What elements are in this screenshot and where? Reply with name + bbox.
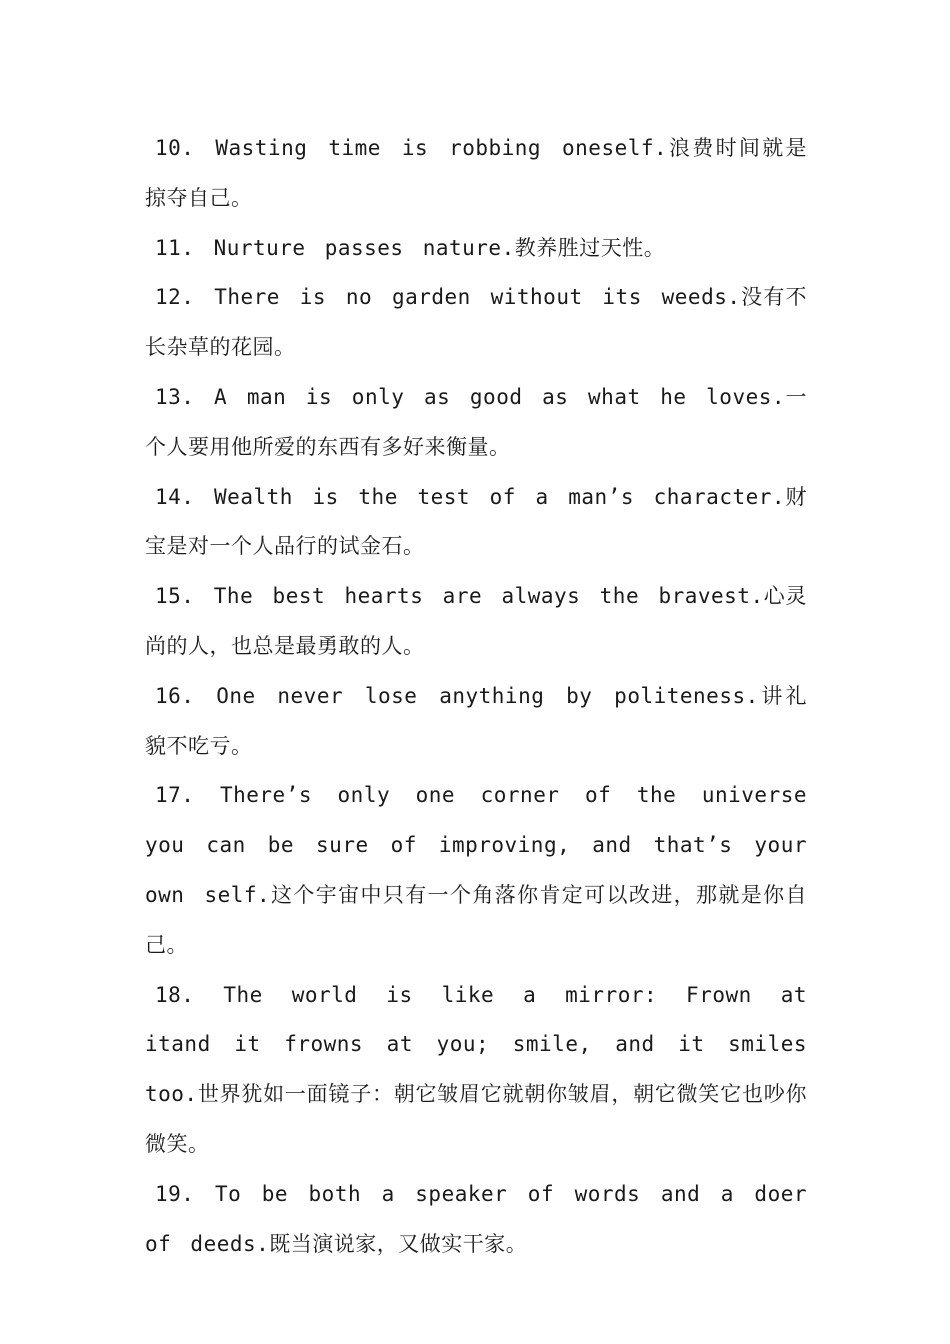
proverb-10: 10. Wasting time is robbing oneself.浪费时间就是掠夺自己。 <box>145 136 807 210</box>
proverb-13: 13. A man is only as good as what he loves.一个人要用他所爱的东西有多好来衡量。 <box>145 384 807 459</box>
proverb-11: 11. Nurture passes nature.教养胜过天性。 <box>155 235 666 260</box>
proverb-14: 14. Wealth is the test of a man’s character.财宝是对一个人品行的试金石。 <box>145 484 807 559</box>
proverb-12: 12. There is no garden without its weeds.没有不长杂草的花园。 <box>145 285 807 360</box>
proverb-17: 17. There’s only one corner of the universe you can be sure of improving, and that’s your own self.这个宇宙中只有一个角落你肯定可以改进，那就是你自己。 <box>145 783 807 957</box>
document-page <box>145 124 807 1269</box>
proverb-15: 15. The best hearts are always the bravest.心灵尚的人，也总是最勇敢的人。 <box>145 584 807 658</box>
proverb-16: 16. One never lose anything by politeness.讲礼貌不吃亏。 <box>145 683 807 758</box>
proverb-19: 19. To be both a speaker of words and a doer of deeds.既当演说家，又做实干家。 <box>145 1181 807 1256</box>
proverb-18: 18. The world is like a mirror: Frown at itand it frowns at you; smile, and it smiles too.世界犹如一面镜子：朝它皱眉它就朝你皱眉，朝它微笑它也吵你微笑。 <box>145 982 807 1156</box>
